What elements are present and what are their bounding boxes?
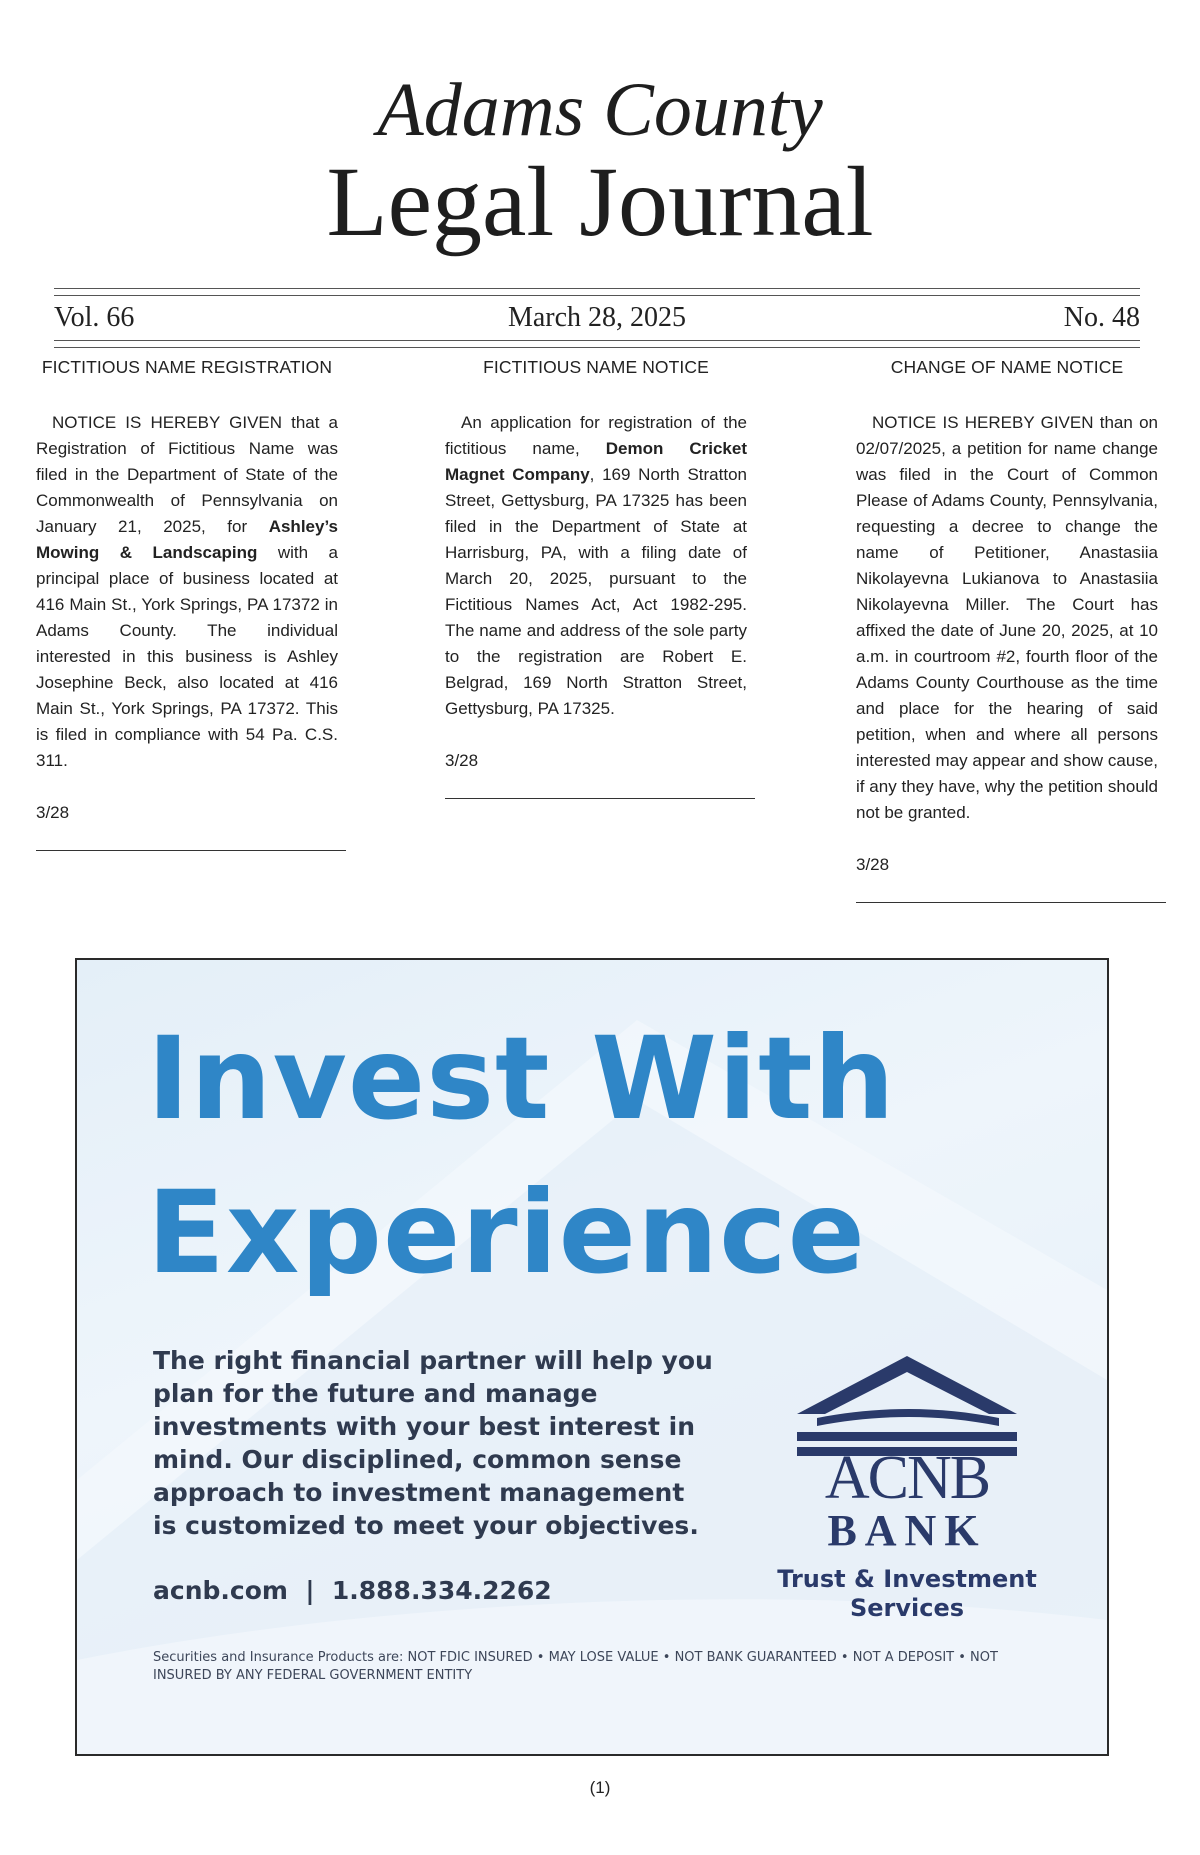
notice-divider	[36, 850, 346, 851]
masthead	[0, 68, 1200, 257]
journal-title-line1: Adams County	[377, 68, 823, 152]
notice-date: 3/28	[856, 855, 890, 874]
issue-date: March 28, 2025	[507, 302, 687, 333]
notice-body: NOTICE IS HEREBY GIVEN that a Registration of Fictitious Name was filed in the Department of State of the Commonwealth of Pennsylvania on January 21, 2025, for Ashley’s Mowing & Landscaping with a principal place of business located at 416 Main St., York Springs, PA 17372 in Adams County. The individual interested in this business is Ashley Josephine Beck, also located at 416 Main St., York Springs, PA 17372. This is filed in compliance with 54 Pa. C.S. 311.	[36, 413, 338, 770]
notice-column-fictitious-notice	[445, 354, 747, 799]
notice-body: NOTICE IS HEREBY GIVEN than on 02/07/2025, a petition for name change was filed in the Court of Common Please of Adams County, Pennsylvania, requesting a decree to change the name of Petitioner, Anastasiia Nikolayevna Lukianova to Anastasiia Nikolayevna Miller. The Court has affixed the date of June 20, 2025, at 10 a.m. in courtroom #2, fourth floor of the Adams County Courthouse as the time and place for the hearing of said petition, when and where all persons interested may appear and show cause, if any they have, why the petition should not be granted.	[856, 413, 1158, 822]
page-number: (1)	[589, 1778, 611, 1797]
notice-divider	[445, 798, 755, 799]
volume-number: Vol. 66	[54, 302, 135, 333]
masthead-rule-bottom	[54, 340, 1140, 341]
acnb-advertisement	[75, 958, 1109, 1756]
notice-heading: FICTITIOUS NAME NOTICE	[483, 357, 709, 377]
masthead-rule-top-2	[54, 295, 1140, 296]
issue-number: No. 48	[1063, 302, 1140, 333]
acnb-logo-bank: BANK	[827, 1506, 987, 1555]
journal-title-line2: Legal Journal	[326, 146, 874, 257]
masthead-rule-bottom-2	[54, 347, 1140, 348]
masthead-rule-top	[54, 288, 1140, 289]
business-name: Demon Cricket Magnet Company	[445, 439, 748, 484]
notice-column-change-of-name	[856, 354, 1158, 903]
ad-contact-info: acnb.com | 1.888.334.2262	[153, 1576, 552, 1605]
acnb-trust-services: Trust & Investment Services	[777, 1565, 1037, 1622]
ad-body-text: The right financial partner will help you plan for the future and manage investments with your best interest in mind. Our disciplined, common sense approach to investment management is customized to meet your objectives.	[153, 1346, 713, 1540]
ad-disclaimer: Securities and Insurance Products are: NOT FDIC INSURED • MAY LOSE VALUE • NOT BANK GUARANTEED • NOT A DEPOSIT • NOT INSURED BY ANY FEDERAL GOVERNMENT ENTITY	[153, 1650, 998, 1683]
notice-heading: FICTITIOUS NAME REGISTRATION	[41, 357, 333, 377]
notice-heading: CHANGE OF NAME NOTICE	[890, 357, 1124, 377]
notice-body: An application for registration of the fictitious name, Demon Cricket Magnet Company, 169 North Stratton Street, Gettysburg, PA 17325 has been filed in the Department of State at Harrisburg, PA, with a filing date of March 20, 2025, pursuant to the Fictitious Names Act, Act 1982-295. The name and address of the sole party to the registration are Robert E. Belgrad, 169 North Stratton Street, Gettysburg, PA 17325.	[445, 413, 748, 718]
notice-column-fictitious-registration	[36, 354, 338, 851]
ad-headline-line2: Experience	[147, 1166, 866, 1299]
business-name: Ashley’s Mowing & Landscaping	[36, 517, 338, 562]
notice-date: 3/28	[36, 803, 70, 822]
ad-headline-line1: Invest With	[147, 1012, 896, 1145]
notice-divider	[856, 902, 1166, 903]
acnb-logo-name: ACNB	[824, 1444, 990, 1512]
notice-date: 3/28	[445, 751, 479, 770]
